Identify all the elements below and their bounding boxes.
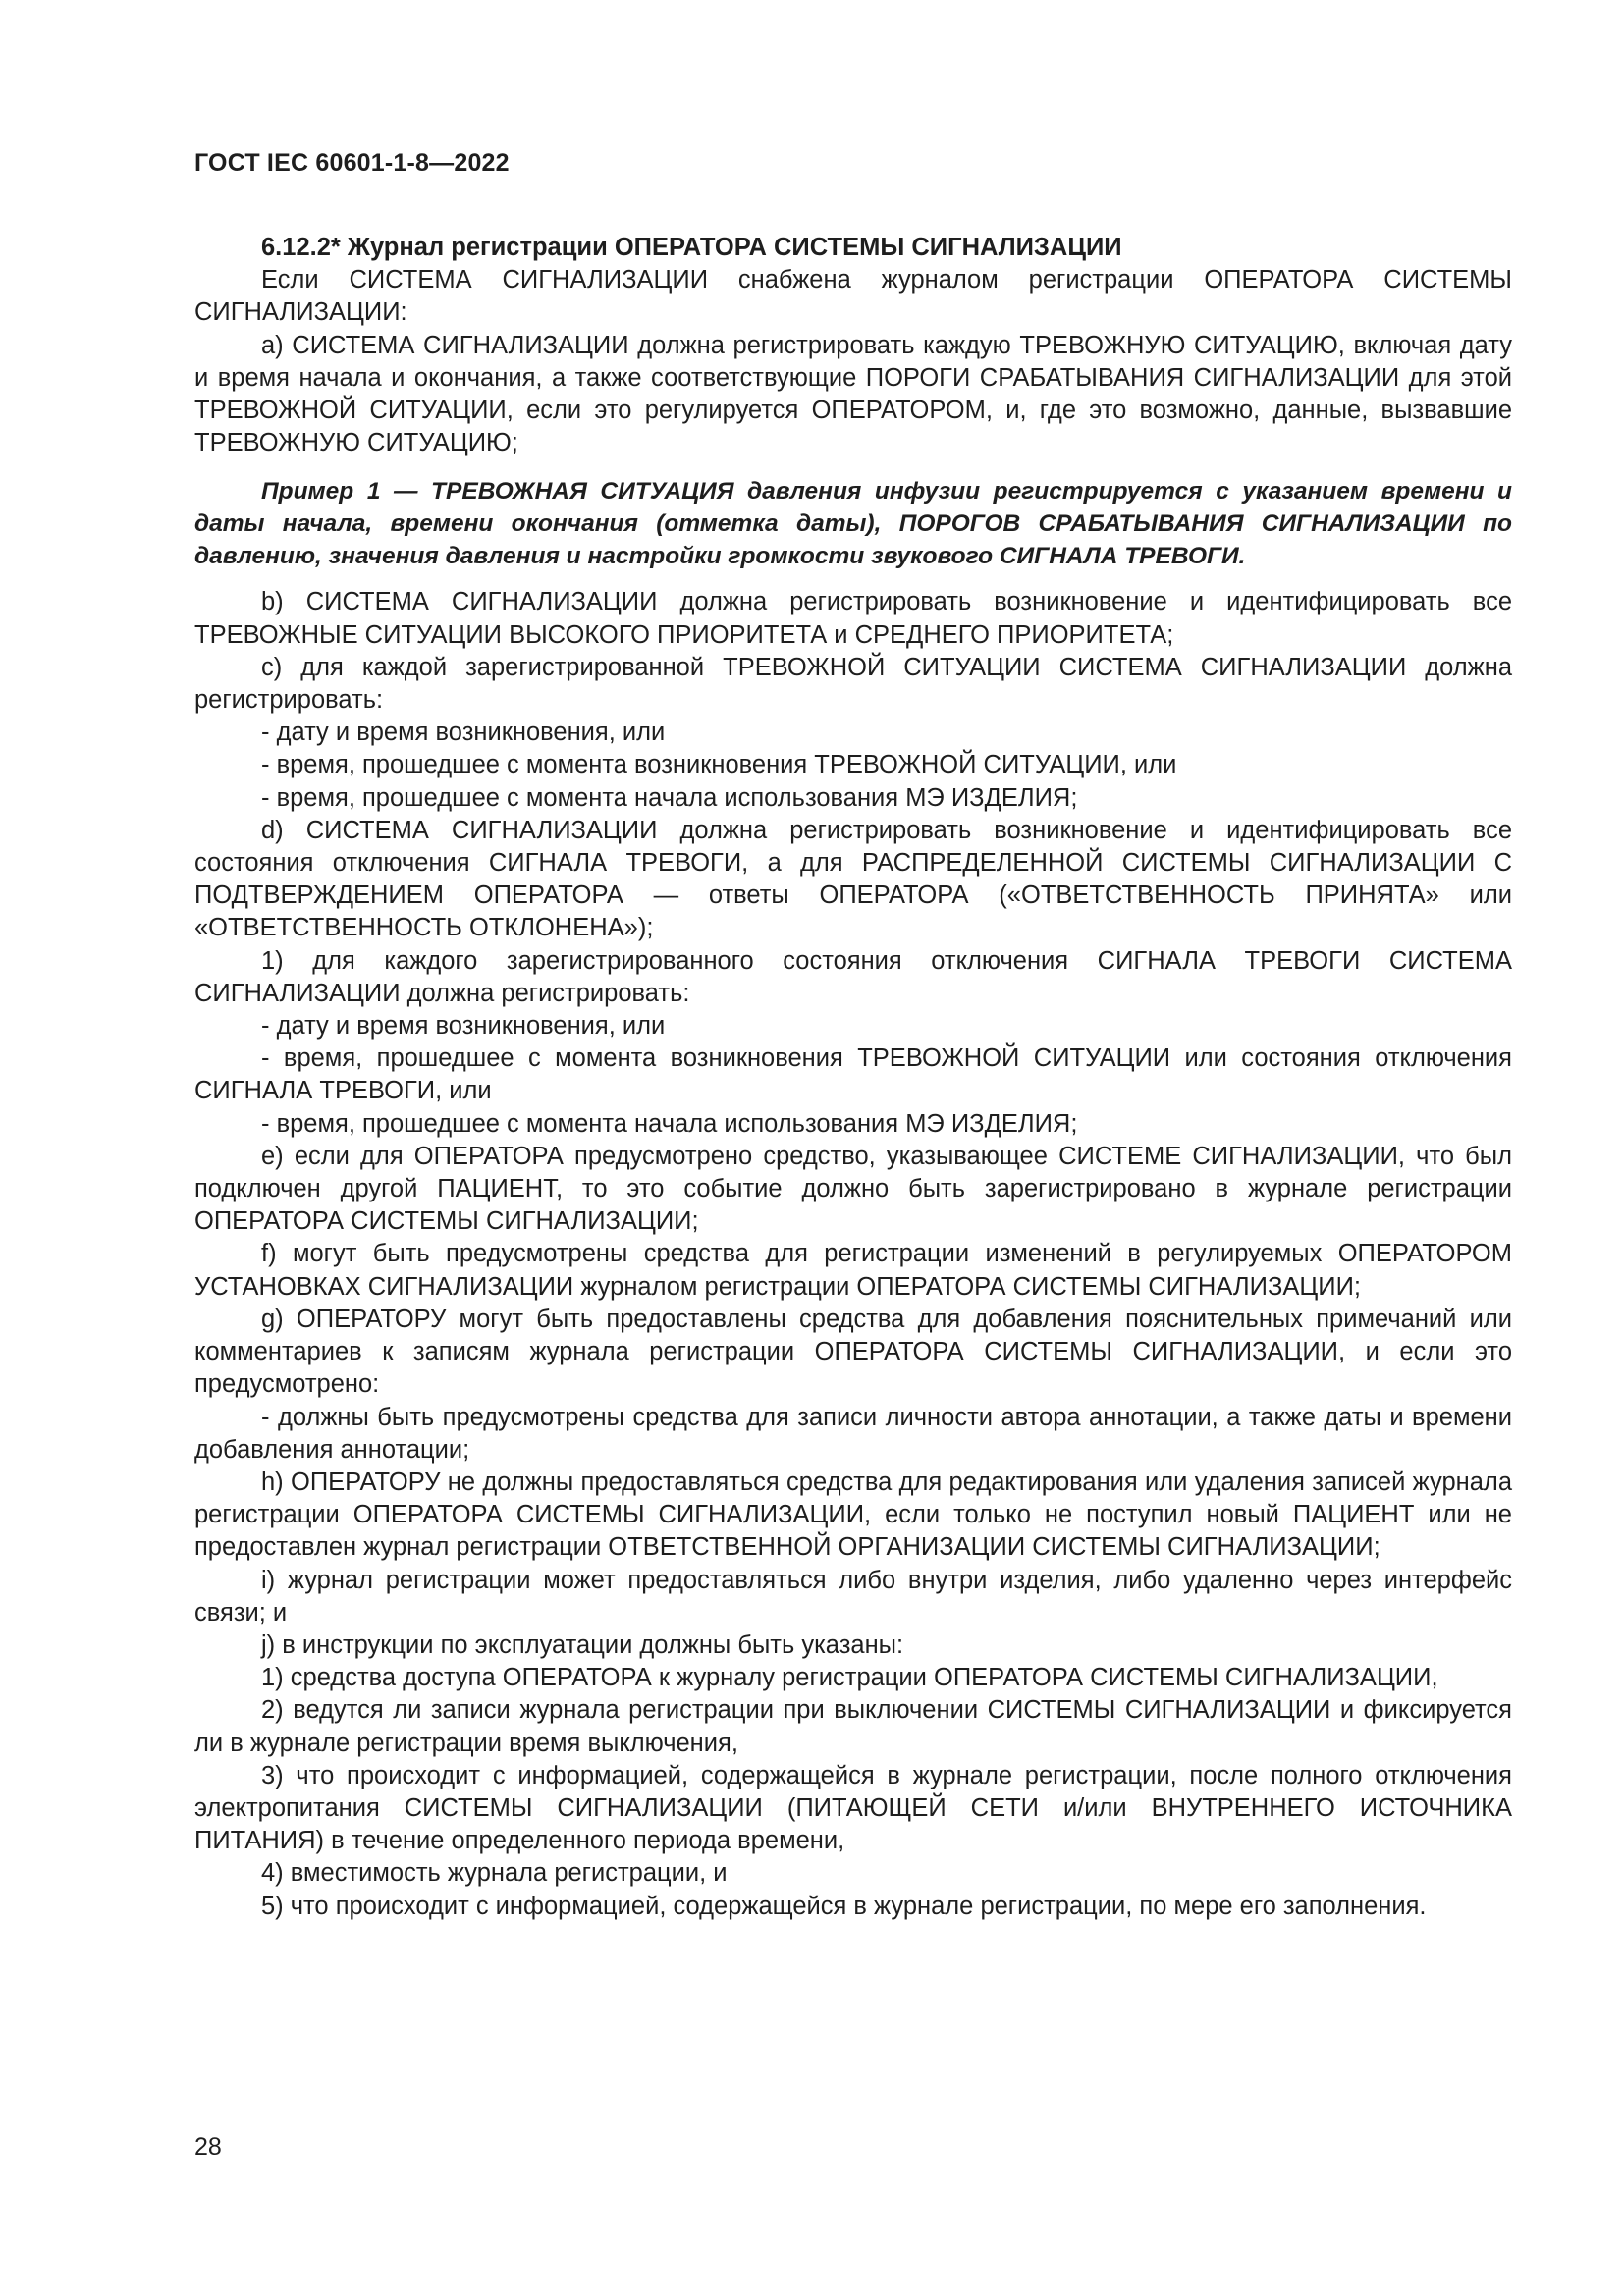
list-item-j-4: 4) вместимость журнала регистрации, и bbox=[261, 1859, 728, 1888]
list-item-c: c) для каждой зарегистрированной ТРЕВОЖНОЙ СИТУАЦИИ СИСТЕМА СИГНАЛИЗАЦИИ должна регистрировать: bbox=[194, 653, 1512, 715]
list-item-f: f) могут быть предусмотрены средства для регистрации изменений в регулируемых ОПЕРАТОРОМ УСТАНОВКАХ СИГНАЛИЗАЦИИ журналом регистрации ОПЕРАТОРА СИСТЕМЫ СИГНАЛИЗАЦИИ; bbox=[194, 1240, 1512, 1301]
list-item-a: a) СИСТЕМА СИГНАЛИЗАЦИИ должна регистрировать каждую ТРЕВОЖНУЮ СИТУАЦИЮ, включая дату и время начала и окончания, а также соответствующие ПОРОГИ СРАБАТЫВАНИЯ СИГНАЛИЗАЦИИ для этой ТРЕВОЖНОЙ СИТУАЦИИ, если это регулируется ОПЕРАТОРОМ, и, где это возможно, данные, вызвавшие ТРЕВОЖНУЮ СИТУАЦИЮ; bbox=[194, 331, 1512, 457]
page-number: 28 bbox=[194, 2133, 222, 2161]
list-item-i: i) журнал регистрации может предоставляться либо внутри изделия, либо удаленно через интерфейс связи; и bbox=[194, 1566, 1512, 1627]
list-subitem: - время, прошедшее с момента возникновения ТРЕВОЖНОЙ СИТУАЦИИ или состояния отключения СИГНАЛА ТРЕВОГИ, или bbox=[194, 1044, 1512, 1105]
list-item-e: e) если для ОПЕРАТОРА предусмотрено средство, указывающее СИСТЕМЕ СИГНАЛИЗАЦИИ, что был подключен другой ПАЦИЕНТ, то это событие должно быть зарегистрировано в журнале регистрации ОПЕРАТОРА СИСТЕМЫ СИГНАЛИЗАЦИИ; bbox=[194, 1142, 1512, 1236]
list-item-j-2: 2) ведутся ли записи журнала регистрации при выключении СИСТЕМЫ СИГНАЛИЗАЦИИ и фиксируется ли в журнале регистрации время выключения, bbox=[194, 1696, 1512, 1757]
list-item-h: h) ОПЕРАТОРУ не должны предоставляться средства для редактирования или удаления записей журнала регистрации ОПЕРАТОРА СИСТЕМЫ СИГНАЛИЗАЦИИ, если только не поступил новый ПАЦИЕНТ или не предоставлен журнал регистрации ОТВЕТСТВЕННОЙ ОРГАНИЗАЦИИ СИСТЕМЫ СИГНАЛИЗАЦИИ; bbox=[194, 1468, 1512, 1562]
list-subitem: - время, прошедшее с момента начала использования МЭ ИЗДЕЛИЯ; bbox=[261, 1109, 1078, 1138]
list-subitem: - время, прошедшее с момента начала использования МЭ ИЗДЕЛИЯ; bbox=[261, 783, 1078, 812]
list-item-g: g) ОПЕРАТОРУ могут быть предоставлены средства для добавления пояснительных примечаний или комментариев к записям журнала регистрации ОПЕРАТОРА СИСТЕМЫ СИГНАЛИЗАЦИИ, и если это предусмотрено: bbox=[194, 1305, 1512, 1399]
document-body bbox=[194, 232, 1512, 1923]
paragraph-intro: Если СИСТЕМА СИГНАЛИЗАЦИИ снабжена журналом регистрации ОПЕРАТОРА СИСТЕМЫ СИГНАЛИЗАЦИИ: bbox=[194, 266, 1512, 327]
list-item-b: b) СИСТЕМА СИГНАЛИЗАЦИИ должна регистрировать возникновение и идентифицировать все ТРЕВОЖНЫЕ СИТУАЦИИ ВЫСОКОГО ПРИОРИТЕТА и СРЕДНЕГО ПРИОРИТЕТА; bbox=[194, 588, 1512, 649]
list-item-j-5: 5) что происходит с информацией, содержащейся в журнале регистрации, по мере его заполнения. bbox=[261, 1892, 1427, 1920]
list-item-j-1: 1) средства доступа ОПЕРАТОРА к журналу регистрации ОПЕРАТОРА СИСТЕМЫ СИГНАЛИЗАЦИИ, bbox=[261, 1664, 1438, 1692]
list-item-d-1: 1) для каждого зарегистрированного состояния отключения СИГНАЛА ТРЕВОГИ СИСТЕМА СИГНАЛИЗАЦИИ должна регистрировать: bbox=[194, 946, 1512, 1007]
list-item-j: j) в инструкции по эксплуатации должны быть указаны: bbox=[261, 1630, 904, 1659]
list-subitem: - дату и время возникновения, или bbox=[261, 1012, 666, 1041]
example-note: Пример 1 — ТРЕВОЖНАЯ СИТУАЦИЯ давления инфузии регистрируется с указанием времени и даты начала, времени окончания (отметка даты), ПОРОГОВ СРАБАТЫВАНИЯ СИГНАЛИЗАЦИИ по давлению, значения давления и настройки громкости звукового СИГНАЛА ТРЕВОГИ. bbox=[194, 478, 1512, 570]
section-title: 6.12.2* Журнал регистрации ОПЕРАТОРА СИСТЕМЫ СИГНАЛИЗАЦИИ bbox=[261, 234, 1122, 261]
list-subitem: - время, прошедшее с момента возникновения ТРЕВОЖНОЙ СИТУАЦИИ, или bbox=[261, 751, 1177, 779]
list-item-j-3: 3) что происходит с информацией, содержащейся в журнале регистрации, после полного отключения электропитания СИСТЕМЫ СИГНАЛИЗАЦИИ (ПИТАЮЩЕЙ СЕТИ и/или ВНУТРЕННЕГО ИСТОЧНИКА ПИТАНИЯ) в течение определенного периода времени, bbox=[194, 1761, 1512, 1855]
list-subitem: - дату и время возникновения, или bbox=[261, 719, 666, 747]
list-subitem: - должны быть предусмотрены средства для записи личности автора аннотации, а также даты и времени добавления аннотации; bbox=[194, 1403, 1512, 1464]
document-header: ГОСТ IEC 60601-1-8—2022 bbox=[194, 149, 510, 177]
list-item-d: d) СИСТЕМА СИГНАЛИЗАЦИИ должна регистрировать возникновение и идентифицировать все состояния отключения СИГНАЛА ТРЕВОГИ, а для РАСПРЕДЕЛЕННОЙ СИСТЕМЫ СИГНАЛИЗАЦИИ С ПОДТВЕРЖДЕНИЕМ ОПЕРАТОРА — ответы ОПЕРАТОРА («ОТВЕТСТВЕННОСТЬ ПРИНЯТА» или «ОТВЕТСТВЕННОСТЬ ОТКЛОНЕНА»); bbox=[194, 816, 1512, 942]
